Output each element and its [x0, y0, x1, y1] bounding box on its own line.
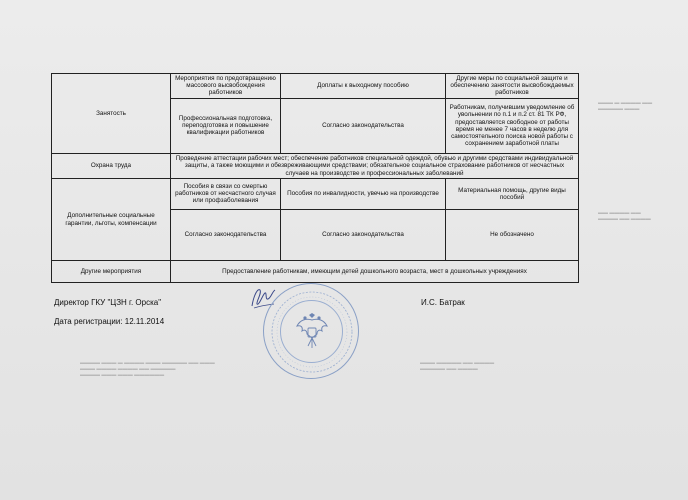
additional-subtable — [171, 179, 578, 260]
additional-value-1: Согласно законодательства — [171, 209, 281, 260]
bleed-through-text: ▬▬ ▬▬▬▬ ▬▬ ▬▬▬▬ ▬▬ ▬▬▬▬ — [598, 210, 651, 222]
additional-cell-group — [171, 179, 579, 261]
employment-header-2: Доплаты к выходному пособию — [281, 74, 446, 98]
additional-header-2: Пособия по инвалидности, увечью на производстве — [281, 179, 446, 209]
employment-value-2: Согласно законодательства — [281, 98, 446, 153]
director-name: И.С. Батрак — [421, 298, 465, 307]
employment-cell-group — [171, 74, 579, 154]
employment-header-1: Мероприятия по предотвращению массового высвобождения работников — [171, 74, 281, 98]
table-row — [52, 154, 579, 179]
row-label-employment: Занятость — [52, 74, 171, 154]
bleed-through-text: ▬▬▬ ▬ ▬▬▬▬ ▬▬ ▬▬▬▬▬ ▬▬▬ — [598, 100, 653, 112]
row-label-other: Другие мероприятия — [52, 261, 171, 283]
other-measures-text: Предоставление работникам, имеющим детей дошкольного возраста, мест в дошкольных учреждениях — [171, 261, 579, 283]
row-label-labor-protection: Охрана труда — [52, 154, 171, 179]
official-stamp-icon — [263, 283, 359, 379]
employment-subtable — [171, 74, 578, 153]
emblem-eagle-icon — [294, 312, 330, 352]
director-title: Директор ГКУ "ЦЗН г. Орска" — [54, 298, 162, 307]
employment-header-3: Другие меры по социальной защите и обеспечению занятости высвобождаемых работников — [446, 74, 579, 98]
additional-header-1: Пособия в связи со смертью работников от несчастного случая или профзаболевания — [171, 179, 281, 209]
bleed-through-text: ▬▬▬ ▬▬▬▬▬ ▬▬ ▬▬▬▬ ▬▬▬▬▬ ▬▬ ▬▬▬▬ — [420, 360, 495, 372]
row-label-additional: Дополнительные социальные гарантии, льготы, компенсации — [52, 179, 171, 261]
table-row — [52, 261, 579, 283]
measures-table — [51, 73, 579, 283]
registration-date: Дата регистрации: 12.11.2014 — [54, 317, 165, 326]
table-row — [52, 179, 579, 261]
labor-protection-text: Проведение аттестации рабочих мест; обеспечение работников специальной одеждой, обувью и другими средствами индивидуальной защиты, а также моющими и обезвреживающими средствами; обязательное социальное страхование работников от несчастных случаев на производстве и профессиональных заболеваний — [171, 154, 579, 179]
additional-value-3: Не обозначено — [446, 209, 579, 260]
bleed-through-text: ▬▬▬▬ ▬▬▬ ▬ ▬▬▬▬ ▬▬▬ ▬▬▬▬▬ ▬▬ ▬▬▬ ▬▬▬ ▬▬▬▬ ▬▬▬▬ ▬▬ ▬▬▬▬▬ ▬▬▬▬ ▬▬▬ ▬▬▬ ▬▬▬▬▬▬ — [80, 360, 215, 378]
employment-value-1: Профессиональная подготовка, переподготовка и повышение квалификации работников — [171, 98, 281, 153]
additional-header-3: Материальная помощь, другие виды пособий — [446, 179, 579, 209]
employment-value-3: Работникам, получившим уведомление об увольнении по п.1 и п.2 ст. 81 ТК РФ, предоставляется свободное от работы время не менее 7 часов в неделю для самостоятельного поиска новой работы с сохранением заработной платы — [446, 98, 579, 153]
additional-value-2: Согласно законодательства — [281, 209, 446, 260]
table-row — [52, 74, 579, 154]
